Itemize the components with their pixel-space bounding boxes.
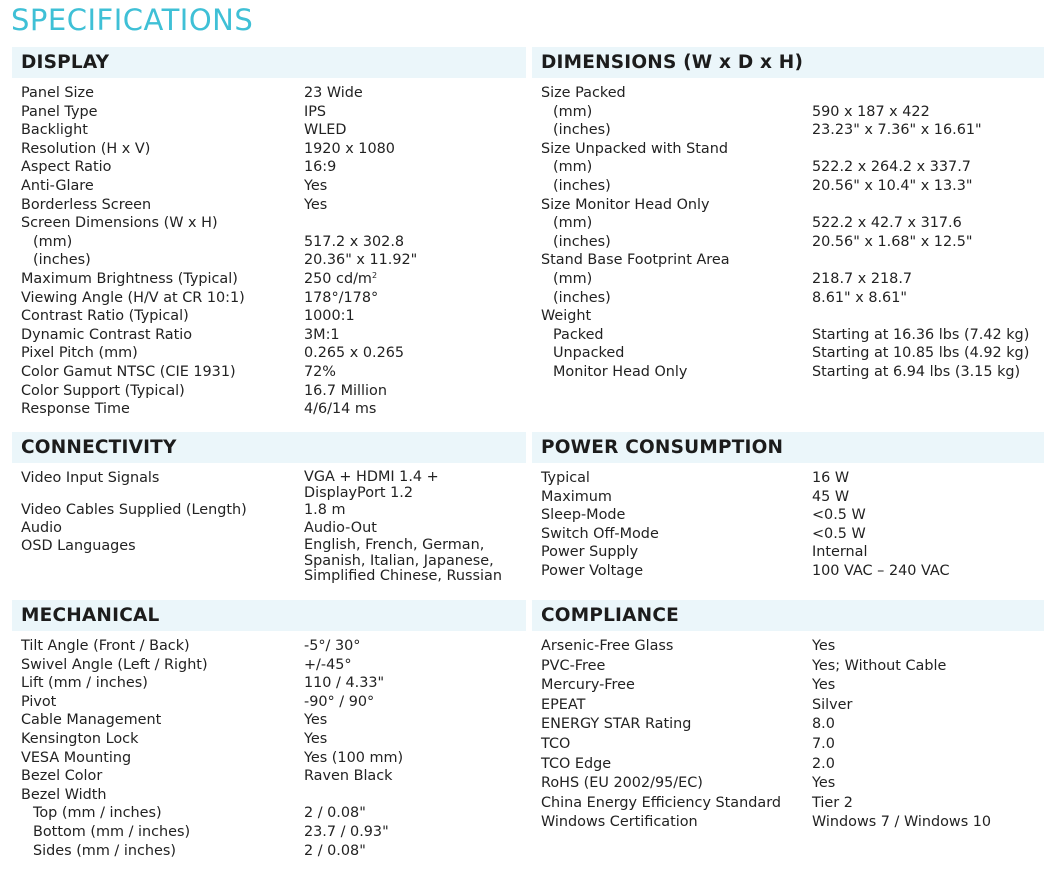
spec-value [304, 749, 403, 768]
spec-value-text: 100 VAC – 240 VAC [812, 562, 950, 579]
spec-row [532, 103, 1044, 122]
spec-label: Resolution (H x V) [21, 140, 151, 157]
spec-value [304, 804, 366, 823]
spec-value-text: 20.56" x 1.68" x 12.5" [812, 233, 973, 250]
spec-label: (inches) [553, 289, 611, 306]
spec-value-line: VGA + HDMI 1.4 + [304, 469, 439, 485]
spec-label: Pixel Pitch (mm) [21, 345, 138, 362]
spec-value [812, 103, 930, 122]
spec-row [12, 121, 526, 140]
section-heading: MECHANICAL [12, 600, 526, 631]
spec-label: China Energy Efficiency Standard [541, 794, 781, 811]
spec-value-text: -90° / 90° [304, 693, 375, 710]
spec-row [12, 749, 526, 768]
spec-row [12, 140, 526, 159]
display-section [12, 47, 526, 419]
spec-value-text: Tier 2 [812, 794, 853, 811]
spec-label: Size Monitor Head Only [541, 196, 710, 213]
spec-row [532, 715, 1044, 735]
spec-label: Weight [541, 308, 592, 325]
spec-row [12, 270, 526, 289]
spec-value-text: Yes [304, 177, 328, 194]
spec-value [304, 519, 377, 537]
spec-label: Color Gamut NTSC (CIE 1931) [21, 363, 236, 380]
spec-list [532, 637, 1044, 833]
spec-value-text: -5°/ 30° [304, 638, 361, 654]
spec-row [12, 196, 526, 215]
spec-value [304, 233, 404, 252]
spec-value [812, 715, 835, 735]
spec-row [532, 562, 1044, 581]
spec-value [304, 289, 378, 308]
spec-value [812, 469, 849, 488]
spec-list [532, 84, 1044, 382]
spec-label: Video Input Signals [21, 470, 160, 486]
spec-value [304, 674, 384, 693]
spec-row [532, 270, 1044, 289]
spec-row [532, 214, 1044, 233]
spec-label: Monitor Head Only [553, 363, 688, 380]
spec-label: (inches) [553, 122, 611, 139]
spec-value [304, 140, 395, 159]
spec-label: Color Support (Typical) [21, 382, 185, 399]
spec-value [812, 326, 1029, 345]
spec-value [304, 344, 404, 363]
dimensions-section [532, 47, 1044, 382]
spec-label: Switch Off-Mode [541, 525, 659, 542]
spec-row [532, 637, 1044, 657]
spec-row [532, 251, 1044, 270]
spec-label: Swivel Angle (Left / Right) [21, 656, 208, 673]
page-title: SPECIFICATIONS [11, 3, 254, 37]
spec-value-text: 590 x 187 x 422 [812, 103, 930, 120]
spec-label: (mm) [553, 103, 593, 120]
spec-value [812, 363, 1020, 382]
spec-row [532, 363, 1044, 382]
spec-value-text: Starting at 16.36 lbs (7.42 kg) [812, 326, 1030, 343]
spec-label: Audio [21, 520, 62, 536]
spec-row [12, 289, 526, 308]
spec-label: Anti-Glare [21, 177, 94, 194]
spec-label: EPEAT [541, 696, 586, 713]
spec-label: Maximum Brightness (Typical) [21, 270, 238, 287]
spec-value [812, 270, 912, 289]
spec-row [12, 363, 526, 382]
spec-label: VESA Mounting [21, 749, 132, 766]
spec-label: (inches) [33, 252, 91, 269]
spec-label: Panel Size [21, 85, 94, 101]
spec-row [532, 121, 1044, 140]
spec-label: Arsenic-Free Glass [541, 638, 674, 654]
spec-value [304, 121, 346, 140]
spec-label: Panel Type [21, 103, 98, 120]
spec-value [304, 656, 352, 675]
spec-row [12, 251, 526, 270]
spec-value [812, 525, 866, 544]
spec-row [532, 813, 1044, 833]
spec-label: Size Packed [541, 85, 626, 101]
spec-value-text: 7.0 [812, 735, 835, 752]
spec-value-text: 3M:1 [304, 326, 340, 343]
spec-row [12, 344, 526, 363]
spec-value [304, 270, 377, 289]
spec-label: (inches) [553, 177, 611, 194]
spec-value-text: 0.265 x 0.265 [304, 345, 405, 362]
spec-value-text: Raven Black [304, 768, 393, 785]
spec-row [532, 794, 1044, 814]
spec-label: TCO Edge [541, 755, 612, 772]
spec-label: Bezel Color [21, 768, 103, 785]
spec-row [532, 307, 1044, 326]
spec-label: Viewing Angle (H/V at CR 10:1) [21, 289, 245, 306]
spec-value-text: Internal [812, 544, 868, 561]
spec-row [12, 842, 526, 861]
spec-value-text: 110 / 4.33" [304, 675, 385, 692]
spec-label: Response Time [21, 401, 130, 418]
spec-row [532, 177, 1044, 196]
spec-value-line: English, French, German, [304, 537, 485, 553]
spec-row [532, 543, 1044, 562]
spec-label: Backlight [21, 122, 88, 139]
spec-row [12, 730, 526, 749]
spec-value-line: Spanish, Italian, Japanese, [304, 552, 494, 569]
spec-value-text: Yes [812, 775, 836, 792]
spec-value-text: Yes [304, 712, 328, 729]
spec-row [12, 767, 526, 786]
spec-value-text: <0.5 W [812, 507, 866, 524]
spec-value-text: 16.7 Million [304, 382, 387, 399]
spec-row [532, 755, 1044, 775]
spec-label: Video Cables Supplied (Length) [21, 502, 247, 518]
spec-value-multiline [304, 470, 439, 501]
spec-value [304, 326, 340, 345]
spec-row [12, 804, 526, 823]
spec-value-text: 2.0 [812, 755, 835, 772]
spec-value-text: 1.8 m [304, 502, 346, 518]
spec-value-multiline [304, 538, 502, 585]
spec-label: Contrast Ratio (Typical) [21, 308, 189, 325]
spec-list [12, 469, 526, 585]
spec-label: Cable Management [21, 712, 162, 729]
spec-value-text: 2 / 0.08" [304, 842, 366, 859]
spec-list [12, 84, 526, 419]
spec-label: Lift (mm / inches) [21, 675, 148, 692]
spec-row [12, 519, 526, 537]
spec-value [812, 233, 972, 252]
spec-row [12, 823, 526, 842]
spec-label: Unpacked [553, 345, 625, 362]
spec-value-text: Yes [812, 677, 836, 694]
spec-value-text: 218.7 x 218.7 [812, 270, 913, 287]
spec-value [304, 711, 327, 730]
spec-row [12, 158, 526, 177]
spec-value-text: 4/6/14 ms [304, 401, 377, 418]
spec-label: Top (mm / inches) [33, 805, 162, 822]
spec-label: Bottom (mm / inches) [33, 823, 191, 840]
spec-value-text: Yes [812, 638, 836, 654]
spec-label: Packed [553, 326, 604, 343]
spec-value-text: 16 W [812, 470, 850, 486]
spec-list [532, 469, 1044, 581]
spec-value [812, 676, 835, 696]
spec-row [532, 140, 1044, 159]
section-heading: POWER CONSUMPTION [532, 432, 1044, 463]
spec-label: Borderless Screen [21, 196, 152, 213]
spec-label: Stand Base Footprint Area [541, 252, 730, 269]
spec-value-text: Windows 7 / Windows 10 [812, 814, 992, 831]
spec-value-text: 45 W [812, 488, 850, 505]
spec-value [304, 400, 376, 419]
spec-label: Kensington Lock [21, 730, 139, 747]
spec-value-text: Audio-Out [304, 520, 377, 536]
power-consumption-section [532, 432, 1044, 581]
spec-value-text: 1000:1 [304, 308, 355, 325]
spec-value-line: DisplayPort 1.2 [304, 484, 414, 501]
spec-row [12, 656, 526, 675]
spec-row [532, 326, 1044, 345]
spec-row [532, 676, 1044, 696]
spec-row [12, 674, 526, 693]
spec-value [812, 774, 835, 794]
spec-value-text: 20.56" x 10.4" x 13.3" [812, 177, 973, 194]
spec-row [12, 501, 526, 519]
spec-value-text: <0.5 W [812, 525, 866, 542]
spec-value [304, 842, 366, 861]
spec-row [532, 344, 1044, 363]
spec-value [812, 755, 835, 775]
spec-label: Size Unpacked with Stand [541, 140, 728, 157]
spec-row [12, 382, 526, 401]
spec-value [812, 794, 853, 814]
spec-value-text: 20.36" x 11.92" [304, 252, 418, 269]
spec-row [12, 711, 526, 730]
spec-value [304, 307, 355, 326]
spec-value [812, 543, 867, 562]
spec-label: Sides (mm / inches) [33, 842, 176, 859]
spec-label: Power Supply [541, 544, 639, 561]
spec-label: Typical [541, 470, 590, 486]
spec-value-text: 178°/178° [304, 289, 379, 306]
spec-label: Power Voltage [541, 562, 644, 579]
spec-row [12, 400, 526, 419]
spec-value [304, 501, 345, 519]
spec-label: (mm) [33, 233, 73, 250]
spec-row [532, 196, 1044, 215]
spec-value [304, 637, 360, 656]
connectivity-section [12, 432, 526, 585]
spec-row [12, 307, 526, 326]
spec-value-superscript: 2 [371, 270, 378, 280]
spec-value-text: 16:9 [304, 159, 337, 176]
spec-label: Sleep-Mode [541, 507, 626, 524]
spec-label: (inches) [553, 233, 611, 250]
spec-value [304, 196, 327, 215]
spec-row [12, 214, 526, 233]
spec-value [812, 344, 1029, 363]
spec-label: Mercury-Free [541, 677, 635, 694]
spec-value-text: 23.23" x 7.36" x 16.61" [812, 122, 982, 139]
spec-label: Aspect Ratio [21, 159, 112, 176]
spec-value [812, 637, 835, 657]
spec-label: (mm) [553, 159, 593, 176]
spec-label: TCO [541, 735, 571, 752]
spec-row [12, 103, 526, 122]
spec-value [304, 767, 393, 786]
spec-row [12, 786, 526, 805]
spec-label: Bezel Width [21, 786, 107, 803]
spec-label: Maximum [541, 488, 612, 505]
spec-value-text: 250 cd/m [304, 270, 372, 287]
spec-row [12, 177, 526, 196]
spec-row [532, 84, 1044, 103]
spec-row [532, 488, 1044, 507]
spec-value [304, 823, 389, 842]
spec-value-text: 1920 x 1080 [304, 140, 395, 157]
spec-row [532, 158, 1044, 177]
spec-value-text: Yes [304, 196, 328, 213]
spec-value [812, 696, 852, 716]
spec-label: ENERGY STAR Rating [541, 716, 692, 733]
spec-value [812, 735, 835, 755]
spec-row [12, 233, 526, 252]
section-heading: CONNECTIVITY [12, 432, 526, 463]
spec-label: Screen Dimensions (W x H) [21, 215, 218, 232]
spec-label: PVC-Free [541, 657, 606, 674]
spec-value [812, 813, 991, 833]
spec-value [304, 693, 374, 712]
spec-label: Dynamic Contrast Ratio [21, 326, 193, 343]
spec-value-text: 8.0 [812, 716, 835, 733]
spec-value-text: 517.2 x 302.8 [304, 233, 405, 250]
compliance-section [532, 600, 1044, 833]
spec-value [812, 289, 907, 308]
spec-value-text: Starting at 6.94 lbs (3.15 kg) [812, 363, 1021, 380]
spec-value [812, 121, 982, 140]
spec-label: (mm) [553, 270, 593, 287]
mechanical-section [12, 600, 526, 860]
spec-value-text: IPS [304, 103, 327, 120]
section-heading: DIMENSIONS (W x D x H) [532, 47, 1044, 78]
spec-label: RoHS (EU 2002/95/EC) [541, 775, 703, 792]
spec-label: Windows Certification [541, 814, 698, 831]
spec-list [12, 637, 526, 860]
spec-value [304, 730, 327, 749]
spec-label: Tilt Angle (Front / Back) [21, 638, 190, 654]
spec-value [812, 657, 946, 677]
spec-row [12, 326, 526, 345]
spec-value-text: 72% [304, 363, 336, 380]
spec-value-text: Yes; Without Cable [812, 657, 947, 674]
spec-row [532, 506, 1044, 525]
spec-row [532, 289, 1044, 308]
spec-value-text: WLED [304, 122, 347, 139]
spec-label: (mm) [553, 215, 593, 232]
spec-value [304, 382, 387, 401]
spec-value [812, 562, 950, 581]
spec-value-text: 23.7 / 0.93" [304, 823, 389, 840]
spec-value-text: +/-45° [304, 656, 352, 673]
spec-value [812, 214, 962, 233]
spec-value [304, 158, 336, 177]
spec-value-text: 522.2 x 42.7 x 317.6 [812, 215, 962, 232]
spec-row [12, 469, 526, 501]
spec-value-text: 522.2 x 264.2 x 337.7 [812, 159, 971, 176]
spec-value-text: Yes (100 mm) [304, 749, 404, 766]
spec-value [304, 363, 336, 382]
spec-value-text: Silver [812, 696, 853, 713]
spec-value-text: 2 / 0.08" [304, 805, 366, 822]
spec-value [812, 506, 866, 525]
spec-row [532, 735, 1044, 755]
spec-row [532, 774, 1044, 794]
section-heading: COMPLIANCE [532, 600, 1044, 631]
spec-row [12, 693, 526, 712]
spec-value [304, 84, 363, 103]
spec-row [532, 657, 1044, 677]
spec-row [12, 637, 526, 656]
section-heading: DISPLAY [12, 47, 526, 78]
spec-row [12, 537, 526, 585]
spec-label: Pivot [21, 693, 57, 710]
spec-row [532, 469, 1044, 488]
spec-value-text: 23 Wide [304, 85, 363, 101]
spec-row [532, 233, 1044, 252]
spec-value-text: 8.61" x 8.61" [812, 289, 907, 306]
spec-value [812, 158, 971, 177]
spec-value [812, 177, 972, 196]
spec-value-text: Yes [304, 730, 328, 747]
spec-value [304, 103, 326, 122]
spec-value [304, 177, 327, 196]
spec-value [304, 251, 417, 270]
spec-value [812, 488, 849, 507]
spec-value-text: Starting at 10.85 lbs (4.92 kg) [812, 345, 1030, 362]
spec-row [532, 525, 1044, 544]
spec-label: OSD Languages [21, 538, 136, 554]
spec-row [12, 84, 526, 103]
spec-row [532, 696, 1044, 716]
spec-value-line: Simplified Chinese, Russian [304, 568, 502, 584]
